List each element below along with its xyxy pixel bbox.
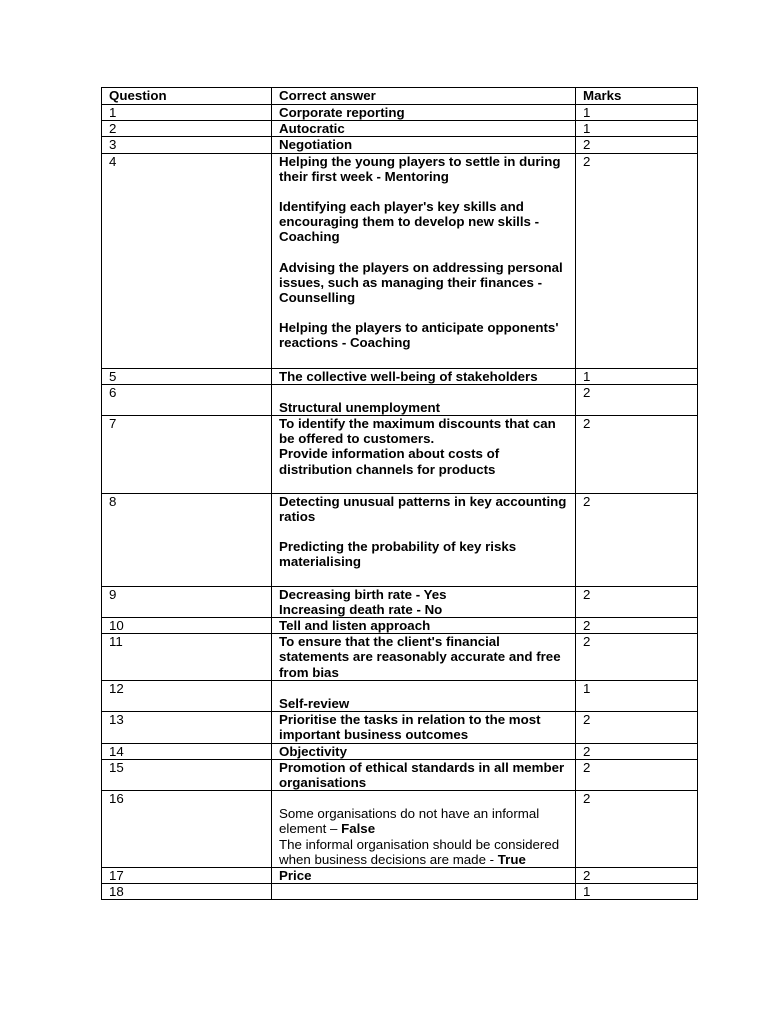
question-number: 1 [102,105,272,121]
answer-cell: Corporate reporting [272,105,576,121]
table-row [102,416,698,494]
answer-paragraph: Advising the players on addressing personal issues, such as managing their finances - Counselling [279,259,563,306]
answer-line: To identify the maximum discounts that can be offered to customers. [279,416,556,447]
answer-cell [272,493,576,586]
question-number: 18 [102,884,272,900]
answer-cell: Tell and listen approach [272,618,576,634]
answer-text: Structural unemployment [279,399,441,415]
table-row [102,618,698,634]
statement-text: The informal organisation should be considered when business decisions are made - [279,836,560,867]
table-row [102,712,698,743]
question-number: 11 [102,634,272,681]
marks-cell: 2 [576,634,698,681]
answer-line: Decreasing birth rate - Yes [279,586,447,602]
marks-cell: 2 [576,137,698,153]
question-number: 8 [102,493,272,586]
statement-verdict: True [497,851,526,867]
table-row [102,586,698,617]
table-row [102,680,698,711]
table-row [102,121,698,137]
statement-text: Some organisations do not have an informal element – [279,806,540,837]
answer-cell: Price [272,867,576,883]
answer-cell [272,153,576,368]
marks-cell: 2 [576,867,698,883]
marks-cell: 1 [576,105,698,121]
question-number: 2 [102,121,272,137]
answer-cell: Negotiation [272,137,576,153]
marks-cell: 2 [576,743,698,759]
table-row [102,384,698,415]
statement [279,806,569,836]
answer-line: Provide information about costs of distribution channels for products [279,446,500,477]
header-correct-answer: Correct answer [272,88,576,105]
answer-cell: Objectivity [272,743,576,759]
marks-cell: 1 [576,680,698,711]
question-number: 9 [102,586,272,617]
question-number: 4 [102,153,272,368]
answer-cell [272,791,576,868]
question-number: 5 [102,368,272,384]
answer-cell [272,680,576,711]
marks-cell: 1 [576,121,698,137]
table-row [102,759,698,790]
header-question: Question [102,88,272,105]
answer-paragraph: Predicting the probability of key risks materialising [279,539,517,570]
marks-cell: 2 [576,712,698,743]
table-row [102,105,698,121]
question-number: 17 [102,867,272,883]
marks-cell: 2 [576,586,698,617]
answer-cell [272,416,576,494]
marks-cell: 2 [576,618,698,634]
question-number: 15 [102,759,272,790]
question-number: 13 [102,712,272,743]
question-number: 12 [102,680,272,711]
marks-cell: 2 [576,493,698,586]
question-number: 3 [102,137,272,153]
answer-paragraph: Helping the young players to settle in during their first week - Mentoring [279,153,561,184]
marks-cell: 1 [576,368,698,384]
table-row [102,867,698,883]
answer-cell [272,384,576,415]
answer-cell: The collective well-being of stakeholders [272,368,576,384]
marks-cell: 1 [576,884,698,900]
answer-cell: Autocratic [272,121,576,137]
question-number: 7 [102,416,272,494]
table-row [102,137,698,153]
table-row [102,743,698,759]
header-marks: Marks [576,88,698,105]
question-number: 14 [102,743,272,759]
table-row [102,884,698,900]
header-row [102,88,698,105]
table-row [102,368,698,384]
answer-text: Self-review [279,695,350,711]
marks-cell: 2 [576,384,698,415]
marks-cell: 2 [576,791,698,868]
answer-table [101,87,698,900]
answer-paragraph: Identifying each player's key skills and encouraging them to develop new skills - Coaching [279,199,540,245]
answer-cell [272,884,576,900]
marks-cell: 2 [576,759,698,790]
answer-cell: Prioritise the tasks in relation to the most important business outcomes [272,712,576,743]
table-row [102,791,698,868]
answer-cell: To ensure that the client's financial statements are reasonably accurate and free from bias [272,634,576,681]
statement [279,837,569,867]
answer-paragraph: Helping the players to anticipate opponents' reactions - Coaching [279,320,559,351]
answer-paragraph: Detecting unusual patterns in key accounting ratios [279,493,567,525]
question-number: 6 [102,384,272,415]
answer-line: Increasing death rate - No [279,601,443,617]
table-row [102,153,698,368]
answer-cell: Promotion of ethical standards in all member organisations [272,759,576,790]
marks-cell: 2 [576,153,698,368]
table-row [102,493,698,586]
question-number: 10 [102,618,272,634]
answer-cell [272,586,576,617]
question-number: 16 [102,791,272,868]
marks-cell: 2 [576,416,698,494]
statement-verdict: False [341,821,376,837]
table-row [102,634,698,681]
